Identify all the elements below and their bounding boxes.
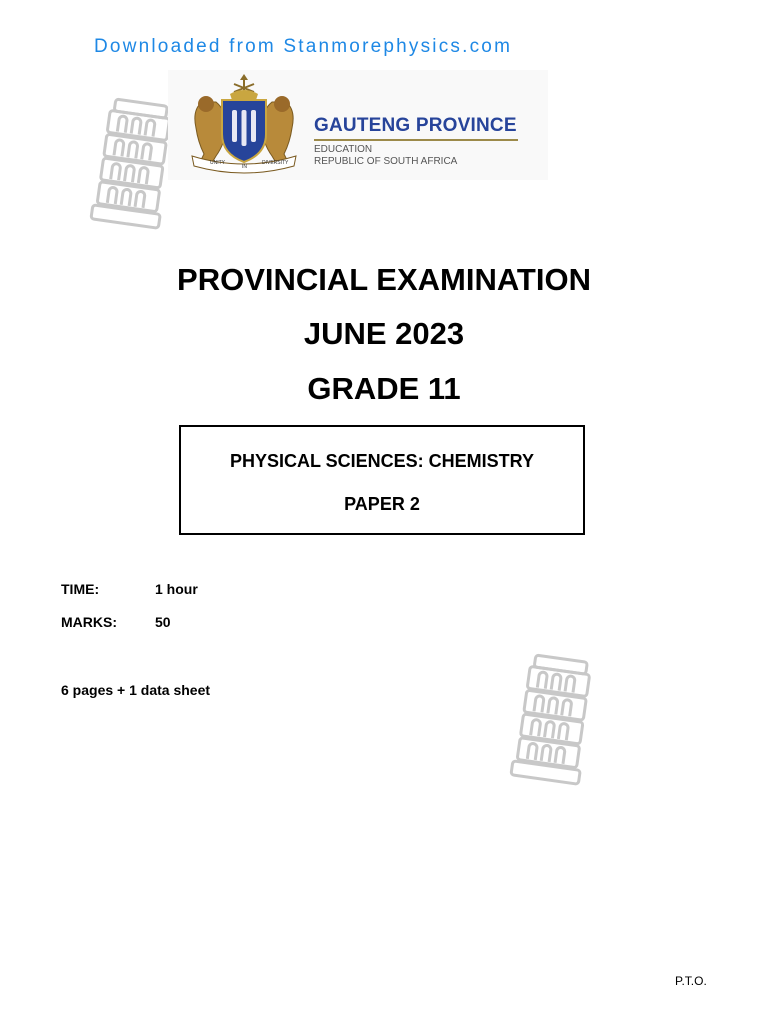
svg-text:DIVERSITY: DIVERSITY [262,160,289,166]
paper-number: PAPER 2 [344,494,420,514]
leaning-tower-icon [88,96,176,246]
exam-grade: GRADE 11 [307,371,461,406]
gauteng-logo [168,70,548,180]
logo-department: EDUCATION [314,144,373,155]
pto-note: P.T.O. [675,974,707,988]
time-label: TIME: [61,581,100,597]
logo-divider [314,139,518,141]
time-value: 1 hour [155,581,198,597]
svg-text:IN: IN [242,164,247,170]
subject-box [179,425,585,535]
marks-label: MARKS: [61,614,117,630]
leaning-tower-icon [508,652,596,802]
exam-title: PROVINCIAL EXAMINATION [177,262,591,297]
subject-name: PHYSICAL SCIENCES: CHEMISTRY [229,451,535,471]
exam-session: JUNE 2023 [303,316,465,351]
marks-value: 50 [155,614,171,630]
logo-country: REPUBLIC OF SOUTH AFRICA [314,156,458,167]
download-watermark: Downloaded from Stanmorephysics.com [94,36,513,57]
logo-organisation: GAUTENG PROVINCE [314,115,517,136]
svg-text:UNITY: UNITY [210,160,225,166]
coat-of-arms-icon [180,72,308,176]
pages-note: 6 pages + 1 data sheet [61,682,211,698]
